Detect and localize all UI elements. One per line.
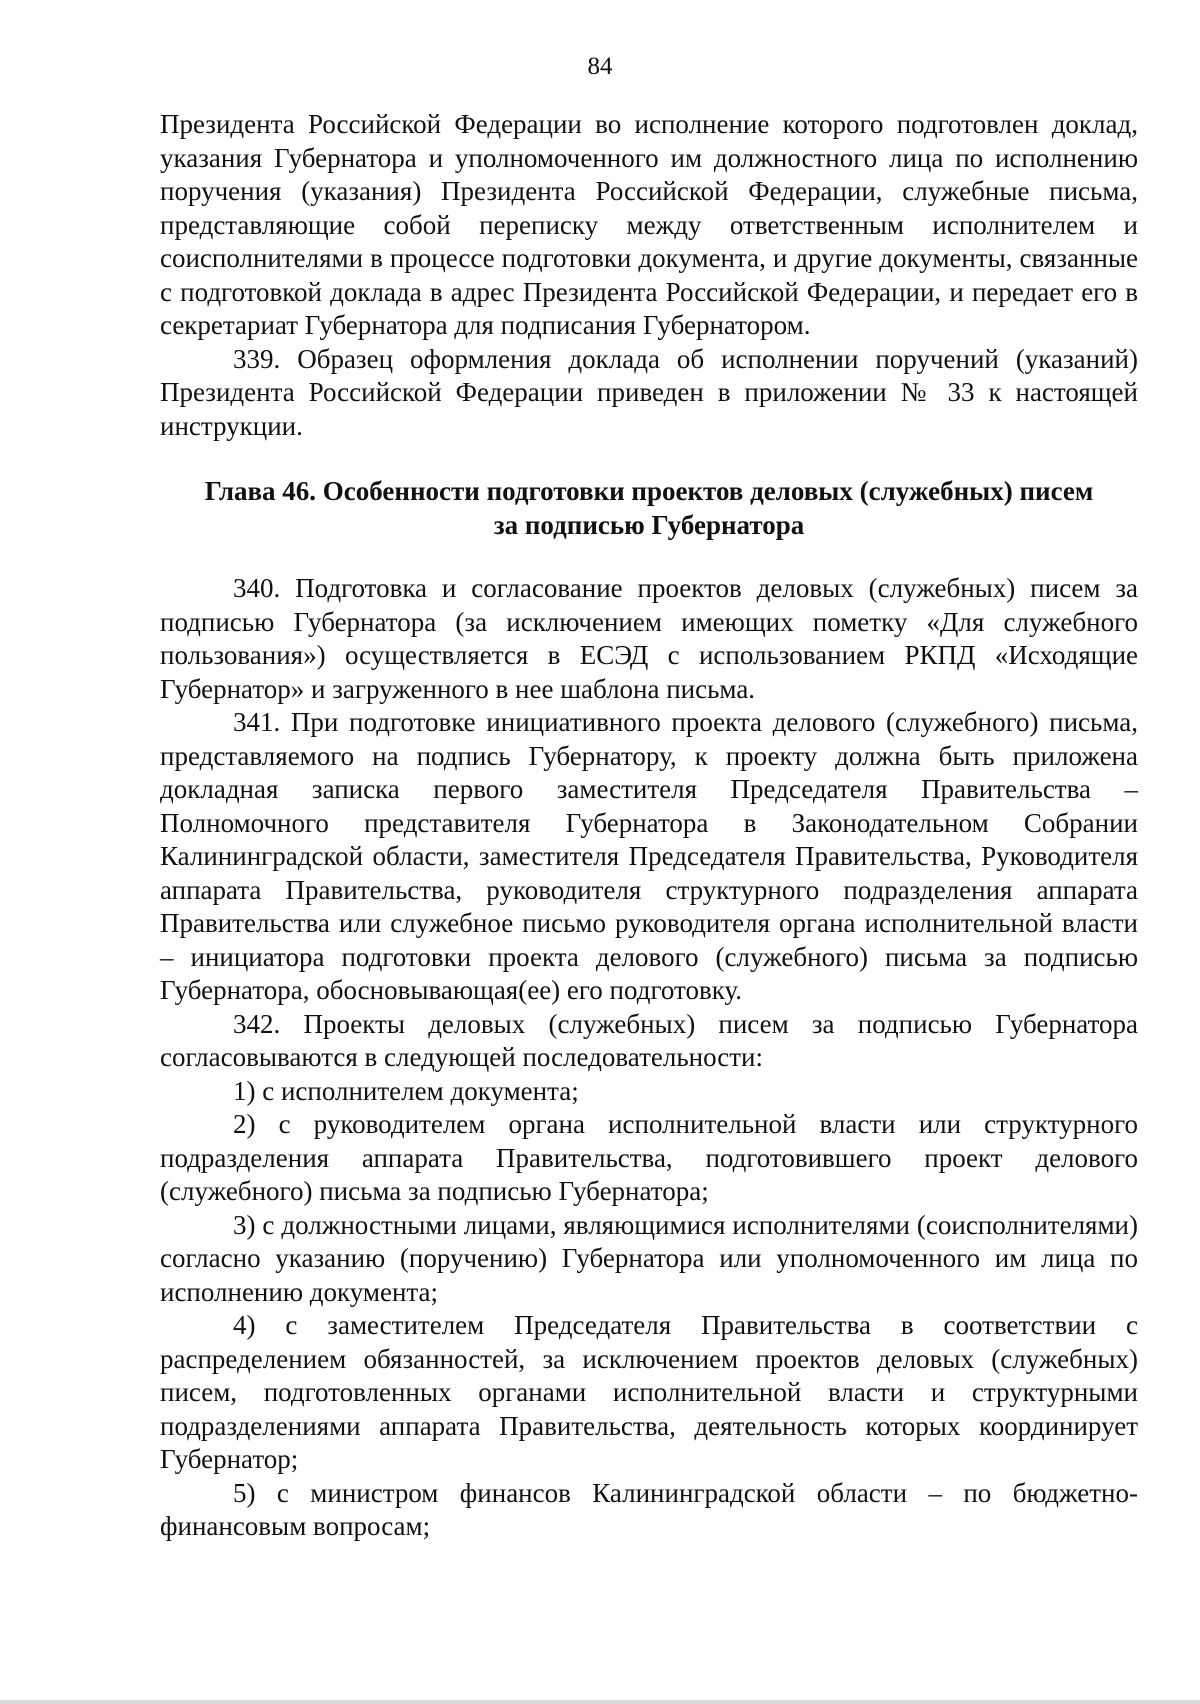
chapter-title-line-1: Глава 46. Особенности подготовки проектов деловых (служебных) писем: [204, 476, 1094, 506]
paragraph-continuation: Президента Российской Федерации во исполнение которого подготовлен доклад, указания Губернатора и уполномоченного им должностного лица по исполнению поручения (указания) Президента Российской Федерации, служебные письма, представляющие собой переписку между ответственным исполнителем и соисполнителями в процессе подготовки документа, и другие документы, связанные с подготовкой доклада в адрес Президента Российской Федерации, и передает его в секретариат Губернатора для подписания Губернатором.: [160, 109, 1138, 340]
list-item-4: 4) с заместителем Председателя Правительства в соответствии с распределением обязанностей, за исключением проектов деловых (служебных) писем, подготовленных органами исполнительной власти и структурными подразделениями аппарата Правительства, деятельность которых координирует Губернатор;: [160, 1310, 1138, 1474]
list-item-5: 5) с министром финансов Калининградской области – по бюджетно-финансовым вопросам;: [160, 1477, 1138, 1541]
chapter-title-line-2: за подписью Губернатора: [493, 509, 805, 540]
paragraph-340: 340. Подготовка и согласование проектов деловых (служебных) писем за подписью Губернатора (за исключением имеющих пометку «Для служебного пользования») осуществляется в ЕСЭД с использованием РКПД «Исходящие Губернатор» и загруженного в нее шаблона письма.: [160, 573, 1138, 704]
list-item-3: 3) с должностными лицами, являющимися исполнителями (соисполнителями) согласно указанию (поручению) Губернатора или уполномоченного им лица по исполнению документа;: [160, 1209, 1138, 1307]
list-item-2: 2) с руководителем органа исполнительной власти или структурного подразделения аппарата Правительства, подготовившего проект делового (служебного) письма за подписью Губернатора;: [160, 1109, 1138, 1206]
scan-edge-divider: [0, 1700, 1200, 1704]
page-number: 84: [587, 53, 613, 80]
chapter-heading: [160, 475, 1138, 542]
paragraph-339: 339. Образец оформления доклада об исполнении поручений (указаний) Президента Российской Федерации приведен в приложении № 33 к настоящей инструкции.: [160, 343, 1138, 441]
paragraph-341: 341. При подготовке инициативного проекта делового (служебного) письма, представляемого на подпись Губернатору, к проекту должна быть приложена докладная записка первого заместителя Председателя Правительства – Полномочного представителя Губернатора в Законодательном Собрании Калининградской области, заместителя Председателя Правительства, Руководителя аппарата Правительства, руководителя структурного подразделения аппарата Правительства или служебное письмо руководителя органа исполнительной власти – инициатора подготовки проекта делового (служебного) письма за подписью Губернатора, обосновывающая(ее) его подготовку.: [160, 707, 1138, 1005]
paragraph-342: 342. Проекты деловых (служебных) писем за подписью Губернатора согласовываются в следующей последовательности:: [160, 1008, 1138, 1072]
document-body: [160, 108, 1138, 1544]
list-item-1: 1) с исполнителем документа;: [233, 1075, 579, 1106]
